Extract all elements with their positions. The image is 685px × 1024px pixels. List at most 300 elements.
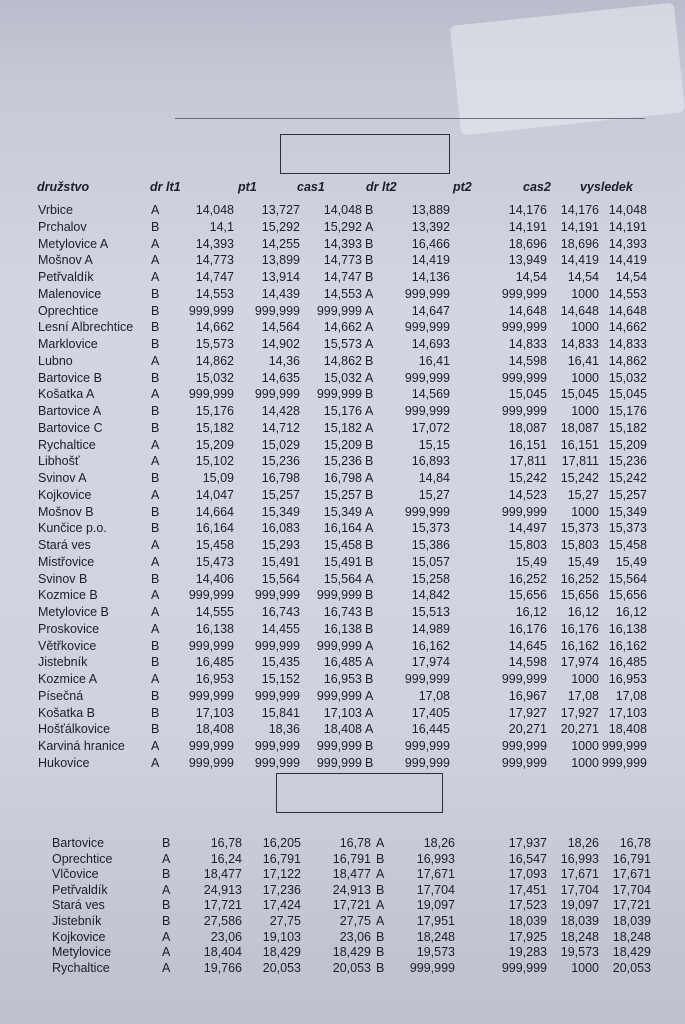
cell-dr2: A — [365, 722, 374, 737]
cell-pt2: 17,937 — [508, 836, 547, 850]
cell-dr2: B — [376, 945, 385, 960]
cell-cas1: 16,743 — [323, 605, 362, 619]
cell-result: 16,162 — [608, 638, 647, 653]
cell-pt1: 999,999 — [254, 638, 300, 653]
cell-pt2: 20,271 — [508, 722, 547, 737]
cell-lt2: 14,842 — [411, 588, 450, 603]
cell-pt2: 999,999 — [501, 320, 547, 335]
cell-pt2: 14,648 — [508, 303, 547, 318]
cell-dr1: B — [151, 655, 160, 670]
cell-cas1: 999,999 — [316, 638, 362, 653]
cell-team: Větřkovice — [38, 638, 97, 653]
cell-lt2: 14,693 — [411, 337, 450, 351]
cell-cas1: 18,408 — [323, 722, 362, 737]
cell-lt2: 999,999 — [404, 404, 450, 418]
cell-dr2: A — [365, 337, 374, 351]
cell-dr2: B — [365, 203, 374, 217]
cell-result: 999,999 — [601, 739, 647, 753]
cell-cas2: 17,927 — [560, 705, 599, 720]
cell-cas2: 17,974 — [560, 655, 599, 670]
cell-pt2: 17,451 — [508, 882, 547, 897]
cell-dr2: B — [365, 253, 374, 268]
cell-pt2: 999,999 — [501, 404, 547, 418]
cell-dr1: A — [151, 387, 160, 402]
cell-result: 16,12 — [615, 605, 647, 619]
cell-pt2: 999,999 — [501, 739, 547, 753]
cell-result: 14,862 — [608, 353, 647, 368]
cell-dr1: A — [151, 203, 160, 217]
cell-team: Jistebník — [52, 914, 102, 928]
cell-cas2: 15,27 — [567, 487, 599, 502]
cell-lt2: 14,569 — [411, 387, 450, 402]
cell-dr2: A — [365, 504, 374, 519]
cell-pt2: 999,999 — [501, 755, 547, 770]
cell-team: Vlčovice — [52, 867, 99, 882]
cell-result: 16,78 — [619, 836, 651, 850]
cell-lt2: 17,405 — [411, 705, 450, 720]
cell-cas1: 15,032 — [323, 370, 362, 385]
cell-dr1: B — [151, 219, 160, 234]
cell-dr2: B — [365, 353, 374, 368]
cell-pt1: 14,428 — [261, 404, 300, 418]
cell-team: Bartovice C — [38, 420, 103, 435]
cell-cas1: 999,999 — [316, 588, 362, 603]
divider-line — [175, 118, 645, 119]
cell-cas1: 999,999 — [316, 303, 362, 318]
cell-lt1: 14,1 — [209, 219, 234, 234]
cell-lt1: 17,721 — [203, 898, 242, 913]
cell-lt1: 14,664 — [195, 504, 234, 519]
cell-dr2: A — [365, 705, 374, 720]
cell-lt2: 15,15 — [418, 437, 450, 452]
table-row — [0, 852, 685, 868]
cell-pt2: 17,811 — [509, 454, 547, 469]
table-row — [0, 438, 685, 455]
cell-pt1: 15,029 — [261, 437, 300, 452]
cell-dr1: B — [151, 370, 160, 385]
cell-team: Oprechtice — [38, 303, 99, 318]
table-row — [0, 961, 685, 977]
table-row — [0, 304, 685, 321]
cell-result: 17,671 — [612, 867, 651, 882]
cell-result: 14,648 — [608, 303, 647, 318]
table-row — [0, 220, 685, 237]
cell-lt2: 14,647 — [411, 303, 450, 318]
cell-team: Svinov B — [38, 571, 88, 586]
cell-lt1: 14,862 — [195, 353, 234, 368]
cell-dr1: B — [151, 320, 160, 335]
table-row — [0, 883, 685, 899]
cell-lt2: 13,889 — [411, 203, 450, 217]
cell-team: Svinov A — [38, 471, 87, 485]
cell-lt2: 14,136 — [411, 270, 450, 284]
cell-lt1: 14,553 — [195, 286, 234, 301]
cell-cas2: 15,49 — [567, 554, 599, 569]
cell-pt2: 16,151 — [508, 437, 547, 452]
cell-lt2: 16,893 — [411, 454, 450, 469]
cell-lt2: 999,999 — [404, 755, 450, 770]
cell-cas2: 17,671 — [560, 867, 599, 882]
cell-cas1: 18,477 — [332, 867, 371, 882]
cell-cas1: 16,164 — [323, 521, 362, 536]
cell-dr2: B — [365, 605, 374, 619]
cell-team: Metylovice A — [38, 236, 109, 251]
table-row — [0, 354, 685, 371]
cell-lt2: 18,248 — [416, 929, 455, 944]
cell-dr1: A — [151, 755, 160, 770]
cell-dr2: A — [365, 286, 374, 301]
cell-dr1: A — [151, 253, 160, 268]
cell-lt2: 16,162 — [411, 638, 450, 653]
cell-pt1: 15,152 — [261, 672, 300, 686]
cell-cas1: 15,176 — [323, 404, 362, 418]
cell-result: 20,053 — [612, 960, 651, 975]
cell-cas1: 14,747 — [323, 270, 362, 284]
table-row — [0, 488, 685, 505]
cell-dr2: B — [365, 437, 374, 452]
cell-cas2: 1000 — [571, 739, 599, 753]
header-cas2: cas2 — [523, 180, 551, 194]
cell-dr1: A — [151, 538, 160, 552]
cell-pt2: 15,803 — [508, 538, 547, 552]
cell-cas1: 15,236 — [323, 454, 362, 469]
cell-result: 14,833 — [608, 337, 647, 351]
cell-dr1: A — [151, 487, 160, 502]
cell-cas2: 18,039 — [560, 914, 599, 928]
cell-lt2: 14,419 — [411, 253, 450, 268]
cell-lt2: 15,386 — [411, 538, 450, 552]
cell-pt1: 16,083 — [261, 521, 300, 536]
cell-pt1: 27,75 — [269, 914, 301, 928]
cell-pt2: 13,949 — [508, 253, 547, 268]
cell-cas1: 14,393 — [323, 236, 362, 251]
cell-lt2: 14,84 — [418, 471, 450, 485]
table-row — [0, 270, 685, 287]
cell-dr1: B — [151, 337, 160, 351]
cell-cas2: 15,803 — [560, 538, 599, 552]
cell-lt2: 17,671 — [416, 867, 455, 882]
table-row — [0, 337, 685, 354]
cell-lt2: 18,26 — [423, 836, 455, 850]
cell-pt1: 13,914 — [261, 270, 300, 284]
cell-pt2: 16,252 — [508, 571, 547, 586]
cell-team: Rychaltice — [52, 960, 110, 975]
cell-lt2: 15,258 — [411, 571, 450, 586]
cell-cas2: 14,176 — [560, 203, 599, 217]
cell-dr2: B — [365, 739, 374, 753]
cell-dr1: B — [162, 898, 171, 913]
cell-cas1: 20,053 — [332, 960, 371, 975]
cell-dr1: A — [162, 929, 171, 944]
cell-dr1: B — [162, 836, 171, 850]
cell-lt1: 15,102 — [195, 454, 234, 469]
table-row — [0, 253, 685, 270]
cell-lt2: 999,999 — [404, 504, 450, 519]
cell-lt1: 14,047 — [195, 487, 234, 502]
cell-team: Libhošť — [38, 454, 80, 469]
table-row — [0, 867, 685, 883]
cell-dr1: A — [151, 236, 160, 251]
cell-lt2: 19,097 — [416, 898, 455, 913]
header-cas1: cas1 — [297, 180, 325, 194]
cell-dr1: A — [162, 945, 171, 960]
table-row — [0, 945, 685, 961]
cell-pt2: 15,49 — [515, 554, 547, 569]
cell-result: 15,373 — [608, 521, 647, 536]
cell-lt1: 15,209 — [195, 437, 234, 452]
cell-lt1: 24,913 — [203, 882, 242, 897]
cell-cas2: 17,704 — [560, 882, 599, 897]
cell-pt1: 15,491 — [261, 554, 300, 569]
cell-pt1: 999,999 — [254, 688, 300, 703]
cell-dr1: A — [162, 882, 171, 897]
cell-lt1: 999,999 — [188, 588, 234, 603]
cell-cas1: 14,553 — [323, 286, 362, 301]
cell-team: Bartovice B — [38, 370, 102, 385]
cell-team: Mistřovice — [38, 554, 95, 569]
cell-team: Metylovice B — [38, 605, 109, 619]
cell-result: 15,257 — [608, 487, 647, 502]
table-row — [0, 588, 685, 605]
cell-cas1: 24,913 — [332, 882, 371, 897]
cell-team: Lesní Albrechtice — [38, 320, 134, 335]
cell-lt1: 999,999 — [188, 688, 234, 703]
cell-result: 15,242 — [608, 471, 647, 485]
cell-pt2: 18,039 — [508, 914, 547, 928]
cell-pt1: 20,053 — [262, 960, 301, 975]
cell-dr1: B — [151, 571, 160, 586]
cell-result: 15,236 — [608, 454, 647, 469]
cell-pt2: 14,645 — [508, 638, 547, 653]
cell-lt1: 14,406 — [195, 571, 234, 586]
cell-lt2: 15,373 — [411, 521, 450, 536]
cell-pt2: 17,927 — [508, 705, 547, 720]
cell-lt2: 17,08 — [418, 688, 450, 703]
cell-cas2: 1000 — [571, 504, 599, 519]
cell-team: Petřvaldík — [52, 882, 108, 897]
cell-team: Jistebník — [38, 655, 88, 670]
cell-pt1: 14,712 — [261, 420, 300, 435]
cell-lt2: 16,993 — [416, 851, 455, 866]
cell-result: 15,176 — [608, 404, 647, 418]
cell-result: 15,032 — [608, 370, 647, 385]
cell-dr2: A — [365, 320, 374, 335]
cell-dr2: A — [376, 914, 385, 928]
cell-dr2: B — [365, 672, 374, 686]
cell-pt2: 999,999 — [501, 504, 547, 519]
cell-cas2: 14,648 — [560, 303, 599, 318]
cell-cas1: 15,564 — [323, 571, 362, 586]
cell-result: 18,248 — [612, 929, 651, 944]
table-row — [0, 739, 685, 756]
cell-pt1: 17,122 — [262, 867, 301, 882]
cell-pt2: 18,696 — [508, 236, 547, 251]
cell-cas2: 16,252 — [560, 571, 599, 586]
cell-lt1: 16,78 — [210, 836, 242, 850]
cell-pt2: 14,598 — [508, 353, 547, 368]
cell-dr2: A — [365, 638, 374, 653]
table-row — [0, 689, 685, 706]
cell-cas1: 999,999 — [316, 387, 362, 402]
cell-pt2: 14,598 — [508, 655, 547, 670]
cell-team: Kojkovice — [52, 929, 106, 944]
cell-pt1: 14,902 — [261, 337, 300, 351]
cell-lt2: 15,513 — [411, 605, 450, 619]
cell-dr1: A — [151, 454, 160, 469]
cell-lt1: 27,586 — [203, 914, 242, 928]
tape-overlay — [450, 3, 685, 136]
cell-dr2: B — [376, 851, 385, 866]
cell-result: 16,485 — [608, 655, 647, 670]
cell-team: Mošnov B — [38, 504, 94, 519]
cell-pt1: 999,999 — [254, 588, 300, 603]
cell-lt1: 999,999 — [188, 387, 234, 402]
table-row — [0, 836, 685, 852]
header-pt1: pt1 — [238, 180, 257, 194]
cell-cas1: 16,798 — [323, 471, 362, 485]
cell-pt1: 15,257 — [261, 487, 300, 502]
cell-pt2: 14,176 — [508, 203, 547, 217]
cell-pt2: 999,999 — [501, 370, 547, 385]
cell-lt2: 999,999 — [404, 370, 450, 385]
cell-result: 18,429 — [612, 945, 651, 960]
cell-pt2: 16,967 — [508, 688, 547, 703]
cell-cas1: 15,182 — [323, 420, 362, 435]
cell-pt1: 14,635 — [261, 370, 300, 385]
table-row — [0, 706, 685, 723]
cell-cas2: 14,833 — [560, 337, 599, 351]
cell-cas1: 14,048 — [323, 203, 362, 217]
cell-dr2: B — [376, 882, 385, 897]
cell-team: Hukovice — [38, 755, 90, 770]
table-row — [0, 320, 685, 337]
cell-cas2: 14,54 — [567, 270, 599, 284]
cell-lt1: 15,032 — [195, 370, 234, 385]
cell-dr2: A — [365, 521, 374, 536]
table-header — [0, 180, 685, 198]
cell-team: Bartovice A — [38, 404, 102, 418]
cell-pt1: 15,349 — [261, 504, 300, 519]
cell-lt1: 18,477 — [203, 867, 242, 882]
cell-team: Hošťálkovice — [38, 722, 111, 737]
cell-result: 14,048 — [608, 203, 647, 217]
cell-result: 18,408 — [608, 722, 647, 737]
cell-team: Kozmice B — [38, 588, 98, 603]
cell-lt2: 15,057 — [411, 554, 450, 569]
cell-cas2: 1000 — [571, 286, 599, 301]
cell-pt1: 13,899 — [261, 253, 300, 268]
cell-dr2: A — [365, 219, 374, 234]
cell-lt2: 17,072 — [411, 420, 450, 435]
cell-team: Oprechtice — [52, 851, 113, 866]
cell-dr2: A — [365, 370, 374, 385]
table-row — [0, 572, 685, 589]
table-row — [0, 421, 685, 438]
cell-cas1: 15,209 — [323, 437, 362, 452]
cell-pt1: 16,205 — [262, 836, 301, 850]
cell-result: 15,209 — [608, 437, 647, 452]
cell-team: Marklovice — [38, 337, 98, 351]
cell-dr2: A — [365, 688, 374, 703]
cell-dr1: B — [162, 867, 171, 882]
cell-team: Písečná — [38, 688, 84, 703]
table-row — [0, 404, 685, 421]
cell-cas1: 14,862 — [323, 353, 362, 368]
cell-result: 14,393 — [608, 236, 647, 251]
cell-cas2: 1000 — [571, 320, 599, 335]
cell-dr1: A — [151, 672, 160, 686]
header-team: družstvo — [37, 180, 90, 194]
header-pt2: pt2 — [453, 180, 472, 194]
cell-pt1: 999,999 — [254, 303, 300, 318]
header-dr-lt1: dr lt1 — [150, 180, 181, 194]
cell-pt1: 16,791 — [262, 851, 301, 866]
cell-dr1: B — [151, 504, 160, 519]
cell-dr1: B — [162, 914, 171, 928]
cell-lt2: 999,999 — [409, 960, 455, 975]
cell-team: Stará ves — [38, 538, 91, 552]
cell-dr2: B — [365, 588, 374, 603]
cell-lt1: 14,662 — [195, 320, 234, 335]
cell-pt2: 15,242 — [508, 471, 547, 485]
cell-dr2: B — [365, 387, 374, 402]
cell-lt2: 999,999 — [404, 739, 450, 753]
cell-pt2: 999,999 — [501, 672, 547, 686]
cell-pt1: 18,429 — [262, 945, 301, 960]
cell-lt1: 17,103 — [195, 705, 234, 720]
cell-pt1: 16,798 — [261, 471, 300, 485]
table-row — [0, 203, 685, 220]
cell-result: 14,419 — [608, 253, 647, 268]
cell-result: 14,553 — [608, 286, 647, 301]
cell-team: Košatka A — [38, 387, 95, 402]
cell-team: Proskovice — [38, 621, 100, 636]
cell-cas2: 16,176 — [560, 621, 599, 636]
cell-lt1: 15,176 — [195, 404, 234, 418]
cell-lt1: 14,048 — [195, 203, 234, 217]
cell-team: Košatka B — [38, 705, 95, 720]
cell-lt1: 16,953 — [195, 672, 234, 686]
cell-dr2: A — [376, 836, 385, 850]
cell-lt2: 17,704 — [416, 882, 455, 897]
cell-team: Kojkovice — [38, 487, 92, 502]
cell-lt1: 15,182 — [195, 420, 234, 435]
empty-title-box-bottom — [276, 773, 443, 813]
table-row — [0, 237, 685, 254]
cell-team: Kunčice p.o. — [38, 521, 107, 536]
cell-lt1: 999,999 — [188, 755, 234, 770]
cell-pt2: 16,12 — [515, 605, 547, 619]
cell-dr1: A — [162, 851, 171, 866]
cell-dr1: B — [151, 286, 160, 301]
cell-lt1: 14,555 — [195, 605, 234, 619]
cell-cas1: 27,75 — [339, 914, 371, 928]
cell-lt2: 16,466 — [411, 236, 450, 251]
table-row — [0, 756, 685, 773]
cell-dr1: A — [151, 353, 160, 368]
cell-dr1: B — [151, 420, 160, 435]
cell-pt1: 15,841 — [261, 705, 300, 720]
cell-cas2: 16,41 — [567, 353, 599, 368]
cell-cas1: 17,721 — [332, 898, 371, 913]
cell-cas2: 16,993 — [560, 851, 599, 866]
cell-pt1: 17,424 — [262, 898, 301, 913]
cell-dr1: B — [151, 722, 160, 737]
cell-dr1: A — [151, 554, 160, 569]
table-row — [0, 914, 685, 930]
cell-result: 17,721 — [612, 898, 651, 913]
cell-result: 15,045 — [608, 387, 647, 402]
